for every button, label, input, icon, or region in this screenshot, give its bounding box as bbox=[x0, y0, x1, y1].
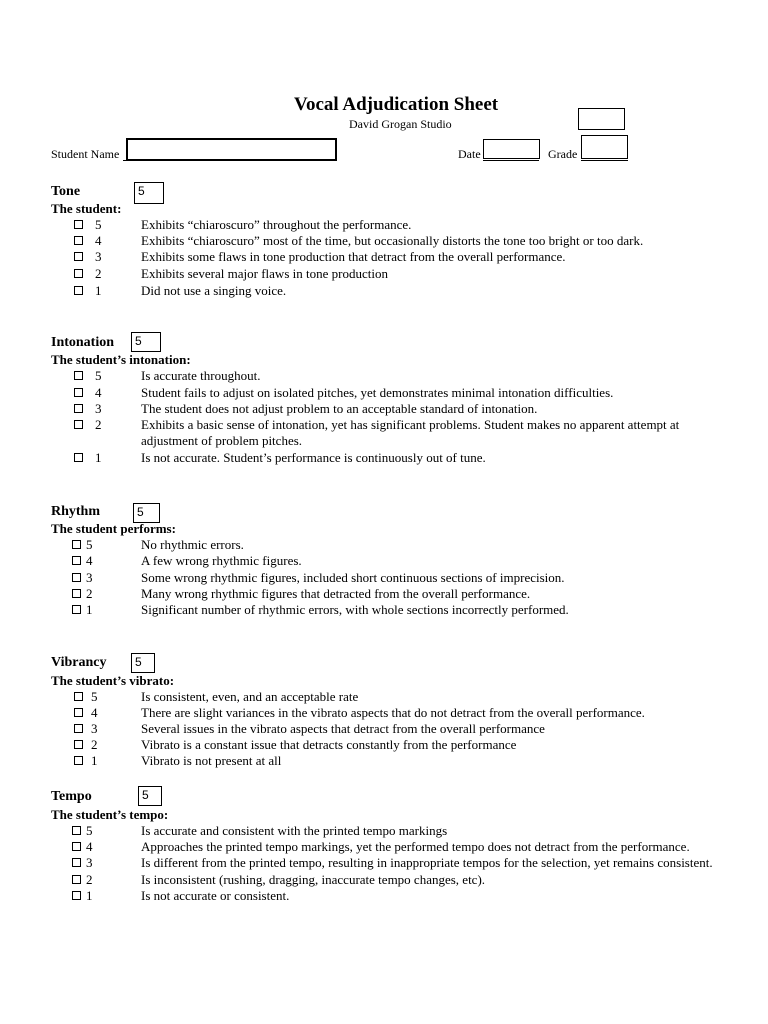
criterion-text: Is consistent, even, and an acceptable rate bbox=[141, 689, 359, 704]
page-title: Vocal Adjudication Sheet bbox=[294, 94, 499, 115]
section-heading: Tone bbox=[51, 184, 81, 199]
checkbox[interactable] bbox=[74, 388, 83, 397]
score-value: 4 bbox=[91, 705, 98, 720]
criterion-text: Is accurate and consistent with the printed tempo markings bbox=[141, 823, 448, 838]
checkbox[interactable] bbox=[74, 708, 83, 717]
grade-underline bbox=[581, 160, 628, 161]
list-item bbox=[0, 737, 768, 753]
score-value: 5 bbox=[95, 217, 102, 232]
score-value: 1 bbox=[95, 283, 102, 298]
list-item bbox=[0, 823, 768, 839]
score-value: 4 bbox=[95, 233, 102, 248]
section-score-field[interactable]: 5 bbox=[131, 653, 155, 673]
score-value: 2 bbox=[91, 737, 98, 752]
date-field[interactable] bbox=[483, 139, 540, 159]
list-item bbox=[0, 721, 768, 737]
score-value: 3 bbox=[95, 249, 102, 264]
criterion-text: Is inconsistent (rushing, dragging, inaccurate tempo changes, etc). bbox=[141, 872, 486, 887]
list-item bbox=[0, 839, 768, 855]
checkbox[interactable] bbox=[72, 605, 81, 614]
section-intro: The student performs: bbox=[51, 521, 176, 536]
score-value: 4 bbox=[86, 839, 93, 854]
criterion-text: Is accurate throughout. bbox=[141, 368, 261, 383]
criterion-text: Is not accurate or consistent. bbox=[141, 888, 290, 903]
student-name-field[interactable] bbox=[126, 138, 337, 161]
checkbox[interactable] bbox=[72, 826, 81, 835]
criterion-text: Several issues in the vibrato aspects that detract from the overall performance bbox=[141, 721, 545, 736]
criterion-text: Exhibits some flaws in tone production that detract from the overall performance. bbox=[141, 249, 566, 264]
grade-label: Grade bbox=[548, 147, 578, 161]
section-score-field[interactable]: 5 bbox=[134, 182, 164, 204]
criterion-text: Some wrong rhythmic figures, included short continuous sections of imprecision. bbox=[141, 570, 565, 585]
list-item bbox=[0, 417, 768, 449]
criterion-text: A few wrong rhythmic figures. bbox=[141, 553, 302, 568]
checkbox[interactable] bbox=[72, 875, 81, 884]
checkbox[interactable] bbox=[74, 269, 83, 278]
list-item bbox=[0, 888, 768, 904]
section-score-field[interactable]: 5 bbox=[138, 786, 162, 806]
list-item bbox=[0, 689, 768, 705]
checkbox[interactable] bbox=[74, 220, 83, 229]
list-item bbox=[0, 233, 768, 249]
score-value: 4 bbox=[86, 553, 93, 568]
checkbox[interactable] bbox=[72, 556, 81, 565]
score-value: 1 bbox=[86, 602, 93, 617]
score-value: 2 bbox=[86, 872, 93, 887]
score-value: 3 bbox=[95, 401, 102, 416]
score-value: 2 bbox=[95, 266, 102, 281]
checkbox[interactable] bbox=[74, 371, 83, 380]
list-item bbox=[0, 385, 768, 401]
checkbox[interactable] bbox=[74, 404, 83, 413]
section-heading: Rhythm bbox=[51, 504, 101, 519]
checkbox[interactable] bbox=[72, 589, 81, 598]
date-underline bbox=[483, 160, 539, 161]
checkbox[interactable] bbox=[74, 252, 83, 261]
criterion-text: No rhythmic errors. bbox=[141, 537, 244, 552]
criterion-text: Exhibits “chiaroscuro” throughout the performance. bbox=[141, 217, 412, 232]
list-item bbox=[0, 872, 768, 888]
list-item bbox=[0, 705, 768, 721]
section-intro: The student’s vibrato: bbox=[51, 673, 175, 688]
top-right-box[interactable] bbox=[578, 108, 625, 130]
list-item bbox=[0, 553, 768, 569]
checkbox[interactable] bbox=[74, 740, 83, 749]
criterion-text: Significant number of rhythmic errors, with whole sections incorrectly performed. bbox=[141, 602, 569, 617]
checkbox[interactable] bbox=[72, 858, 81, 867]
list-item bbox=[0, 602, 768, 618]
criterion-text: Approaches the printed tempo markings, yet the performed tempo does not detract from the performance. bbox=[141, 839, 690, 854]
checkbox[interactable] bbox=[74, 420, 83, 429]
section-intro: The student’s tempo: bbox=[51, 807, 169, 822]
list-item bbox=[0, 283, 768, 299]
list-item bbox=[0, 450, 768, 466]
date-label: Date bbox=[458, 147, 481, 161]
criterion-text: Exhibits several major flaws in tone production bbox=[141, 266, 388, 281]
score-value: 3 bbox=[91, 721, 98, 736]
score-value: 1 bbox=[91, 753, 98, 768]
score-value: 2 bbox=[95, 417, 102, 432]
list-item bbox=[0, 570, 768, 586]
list-item bbox=[0, 537, 768, 553]
checkbox[interactable] bbox=[72, 540, 81, 549]
list-item bbox=[0, 855, 768, 871]
list-item bbox=[0, 368, 768, 384]
section-heading: Intonation bbox=[51, 335, 115, 350]
score-value: 4 bbox=[95, 385, 102, 400]
list-item bbox=[0, 586, 768, 602]
criterion-text: Is not accurate. Student’s performance is continuously out of tune. bbox=[141, 450, 486, 465]
checkbox[interactable] bbox=[74, 692, 83, 701]
checkbox[interactable] bbox=[72, 842, 81, 851]
list-item bbox=[0, 249, 768, 265]
criterion-text: Vibrato is a constant issue that detracts constantly from the performance bbox=[141, 737, 517, 752]
criterion-text: Exhibits a basic sense of intonation, yet has significant problems. Student makes no apparent attempt at adjustment of problem pitches. bbox=[141, 417, 680, 448]
score-value: 1 bbox=[95, 450, 102, 465]
criterion-text: Is different from the printed tempo, resulting in inappropriate tempos for the selection, yet remains consistent. bbox=[141, 855, 713, 870]
checkbox[interactable] bbox=[72, 573, 81, 582]
checkbox[interactable] bbox=[72, 891, 81, 900]
grade-field[interactable] bbox=[581, 135, 628, 159]
checkbox[interactable] bbox=[74, 286, 83, 295]
score-value: 3 bbox=[86, 855, 93, 870]
list-item bbox=[0, 753, 768, 769]
score-value: 2 bbox=[86, 586, 93, 601]
score-value: 5 bbox=[91, 689, 98, 704]
student-name-label: Student Name bbox=[51, 147, 120, 161]
criterion-text: Student fails to adjust on isolated pitches, yet demonstrates minimal intonation difficulties. bbox=[141, 385, 614, 400]
checkbox[interactable] bbox=[74, 756, 83, 765]
list-item bbox=[0, 401, 768, 417]
list-item bbox=[0, 266, 768, 282]
list-item bbox=[0, 217, 768, 233]
studio-name: David Grogan Studio bbox=[349, 117, 452, 131]
checkbox[interactable] bbox=[74, 236, 83, 245]
score-value: 5 bbox=[95, 368, 102, 383]
section-score-field[interactable]: 5 bbox=[131, 332, 161, 352]
section-heading: Tempo bbox=[51, 789, 92, 804]
checkbox[interactable] bbox=[74, 724, 83, 733]
criterion-text: The student does not adjust problem to an acceptable standard of intonation. bbox=[141, 401, 538, 416]
section-score-field[interactable]: 5 bbox=[133, 503, 160, 523]
section-intro: The student: bbox=[51, 201, 122, 216]
checkbox[interactable] bbox=[74, 453, 83, 462]
criterion-text: Vibrato is not present at all bbox=[141, 753, 282, 768]
criterion-text: There are slight variances in the vibrato aspects that do not detract from the overall performance. bbox=[141, 705, 645, 720]
section-intro: The student’s intonation: bbox=[51, 352, 191, 367]
score-value: 1 bbox=[86, 888, 93, 903]
criterion-text: Exhibits “chiaroscuro” most of the time, but occasionally distorts the tone too bright or too dark. bbox=[141, 233, 644, 248]
criterion-text: Many wrong rhythmic figures that detracted from the overall performance. bbox=[141, 586, 531, 601]
score-value: 5 bbox=[86, 537, 93, 552]
score-value: 5 bbox=[86, 823, 93, 838]
score-value: 3 bbox=[86, 570, 93, 585]
section-heading: Vibrancy bbox=[51, 655, 107, 670]
criterion-text: Did not use a singing voice. bbox=[141, 283, 287, 298]
